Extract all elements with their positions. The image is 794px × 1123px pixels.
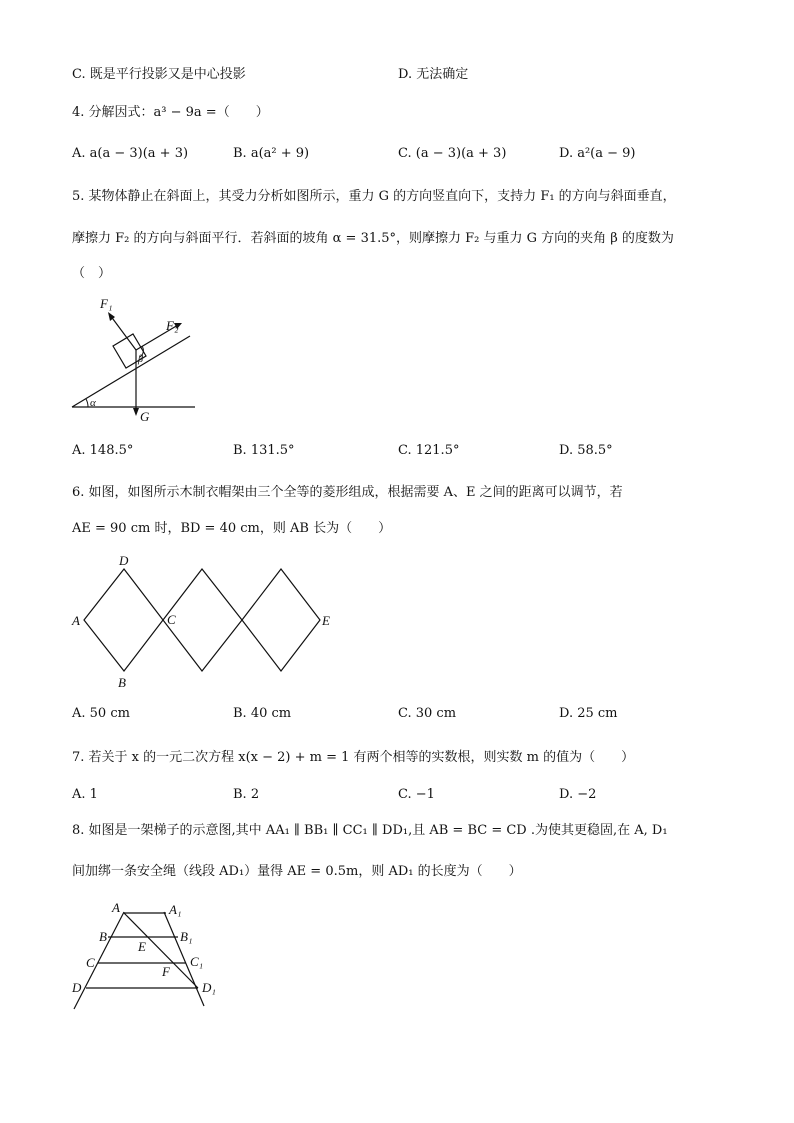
rhombus-3 — [242, 569, 320, 671]
label-beta: β — [138, 354, 143, 365]
label-f2: F₂ — [166, 318, 179, 333]
q7-stem: 7. 若关于 x 的一元二次方程 x(x − 2) + m = 1 有两个相等的实数根，则实数 m 的值为（ ） — [72, 750, 635, 765]
q6-option-a: A. 50 cm — [72, 706, 130, 721]
label-alpha: α — [90, 397, 96, 409]
q5-option-a: A. 148.5° — [72, 443, 134, 458]
rhombus-1 — [84, 569, 163, 671]
label-g: G — [140, 409, 150, 424]
label-a: A — [112, 900, 120, 915]
q6-option-d: D. 25 cm — [559, 706, 618, 721]
label-c: C — [167, 612, 176, 627]
q6-option-b: B. 40 cm — [233, 706, 292, 721]
q6-stem-line2: AE = 90 cm 时，BD = 40 cm，则 AB 长为（ ） — [72, 521, 392, 536]
q7-option-d: D. −2 — [559, 787, 597, 802]
label-f: F — [162, 964, 170, 979]
label-c: C — [86, 955, 95, 970]
q6-rhombus-figure — [68, 552, 343, 692]
q4-option-a: A. a(a − 3)(a + 3) — [72, 146, 189, 161]
q7-option-c: C. −1 — [398, 787, 435, 802]
q4-stem: 4. 分解因式：a³ − 9a =（ ） — [72, 105, 269, 120]
q3-option-c: C. 既是平行投影又是中心投影 — [72, 67, 246, 82]
label-b: B — [118, 675, 126, 690]
q8-ladder-figure — [66, 896, 226, 1011]
q5-option-d: D. 58.5° — [559, 443, 613, 458]
label-d: D — [119, 553, 129, 568]
label-c1: C₁ — [190, 954, 204, 969]
q6-stem-line1: 6. 如图，如图所示木制衣帽架由三个全等的菱形组成，根据需要 A、E 之间的距离可以调节，若 — [72, 485, 623, 500]
label-b1: B₁ — [180, 929, 193, 944]
alpha-arc — [86, 399, 88, 407]
q8-stem-line1: 8. 如图是一架梯子的示意图,其中 AA₁ ∥ BB₁ ∥ CC₁ ∥ DD₁,且 AB = BC = CD .为使其更稳固,在 A, D₁ — [72, 823, 668, 838]
q3-option-d: D. 无法确定 — [398, 67, 469, 82]
label-e: E — [138, 939, 146, 954]
q4-option-d: D. a²(a − 9) — [559, 146, 636, 161]
q4-option-b: B. a(a² + 9) — [233, 146, 310, 161]
label-d: D — [72, 980, 82, 995]
label-f1: F₁ — [100, 296, 113, 311]
q5-stem-line1: 5. 某物体静止在斜面上，其受力分析如图所示，重力 G 的方向竖直向下，支持力 F₁ 的方向与斜面垂直， — [72, 189, 676, 204]
q5-stem-line2: 摩擦力 F₂ 的方向与斜面平行．若斜面的坡角 α = 31.5°，则摩擦力 F₂ 与重力 G 方向的夹角 β 的度数为 — [72, 231, 674, 246]
q7-option-a: A. 1 — [72, 787, 98, 802]
q5-incline-figure — [60, 290, 210, 430]
label-b: B — [99, 929, 107, 944]
label-d1: D₁ — [202, 980, 216, 995]
rope-ad1 — [124, 913, 198, 988]
q4-option-c: C. (a − 3)(a + 3) — [398, 146, 507, 161]
q8-stem-line2: 间加绑一条安全绳（线段 AD₁）量得 AE = 0.5m，则 AD₁ 的长度为（ ） — [72, 864, 522, 879]
q5-stem-line3: （ ） — [72, 266, 112, 281]
label-a: A — [72, 613, 80, 628]
q5-option-c: C. 121.5° — [398, 443, 460, 458]
q7-option-b: B. 2 — [233, 787, 260, 802]
left-rail — [74, 912, 124, 1009]
q5-option-b: B. 131.5° — [233, 443, 295, 458]
q6-option-c: C. 30 cm — [398, 706, 457, 721]
label-a1: A₁ — [169, 902, 182, 917]
label-e: E — [322, 613, 330, 628]
